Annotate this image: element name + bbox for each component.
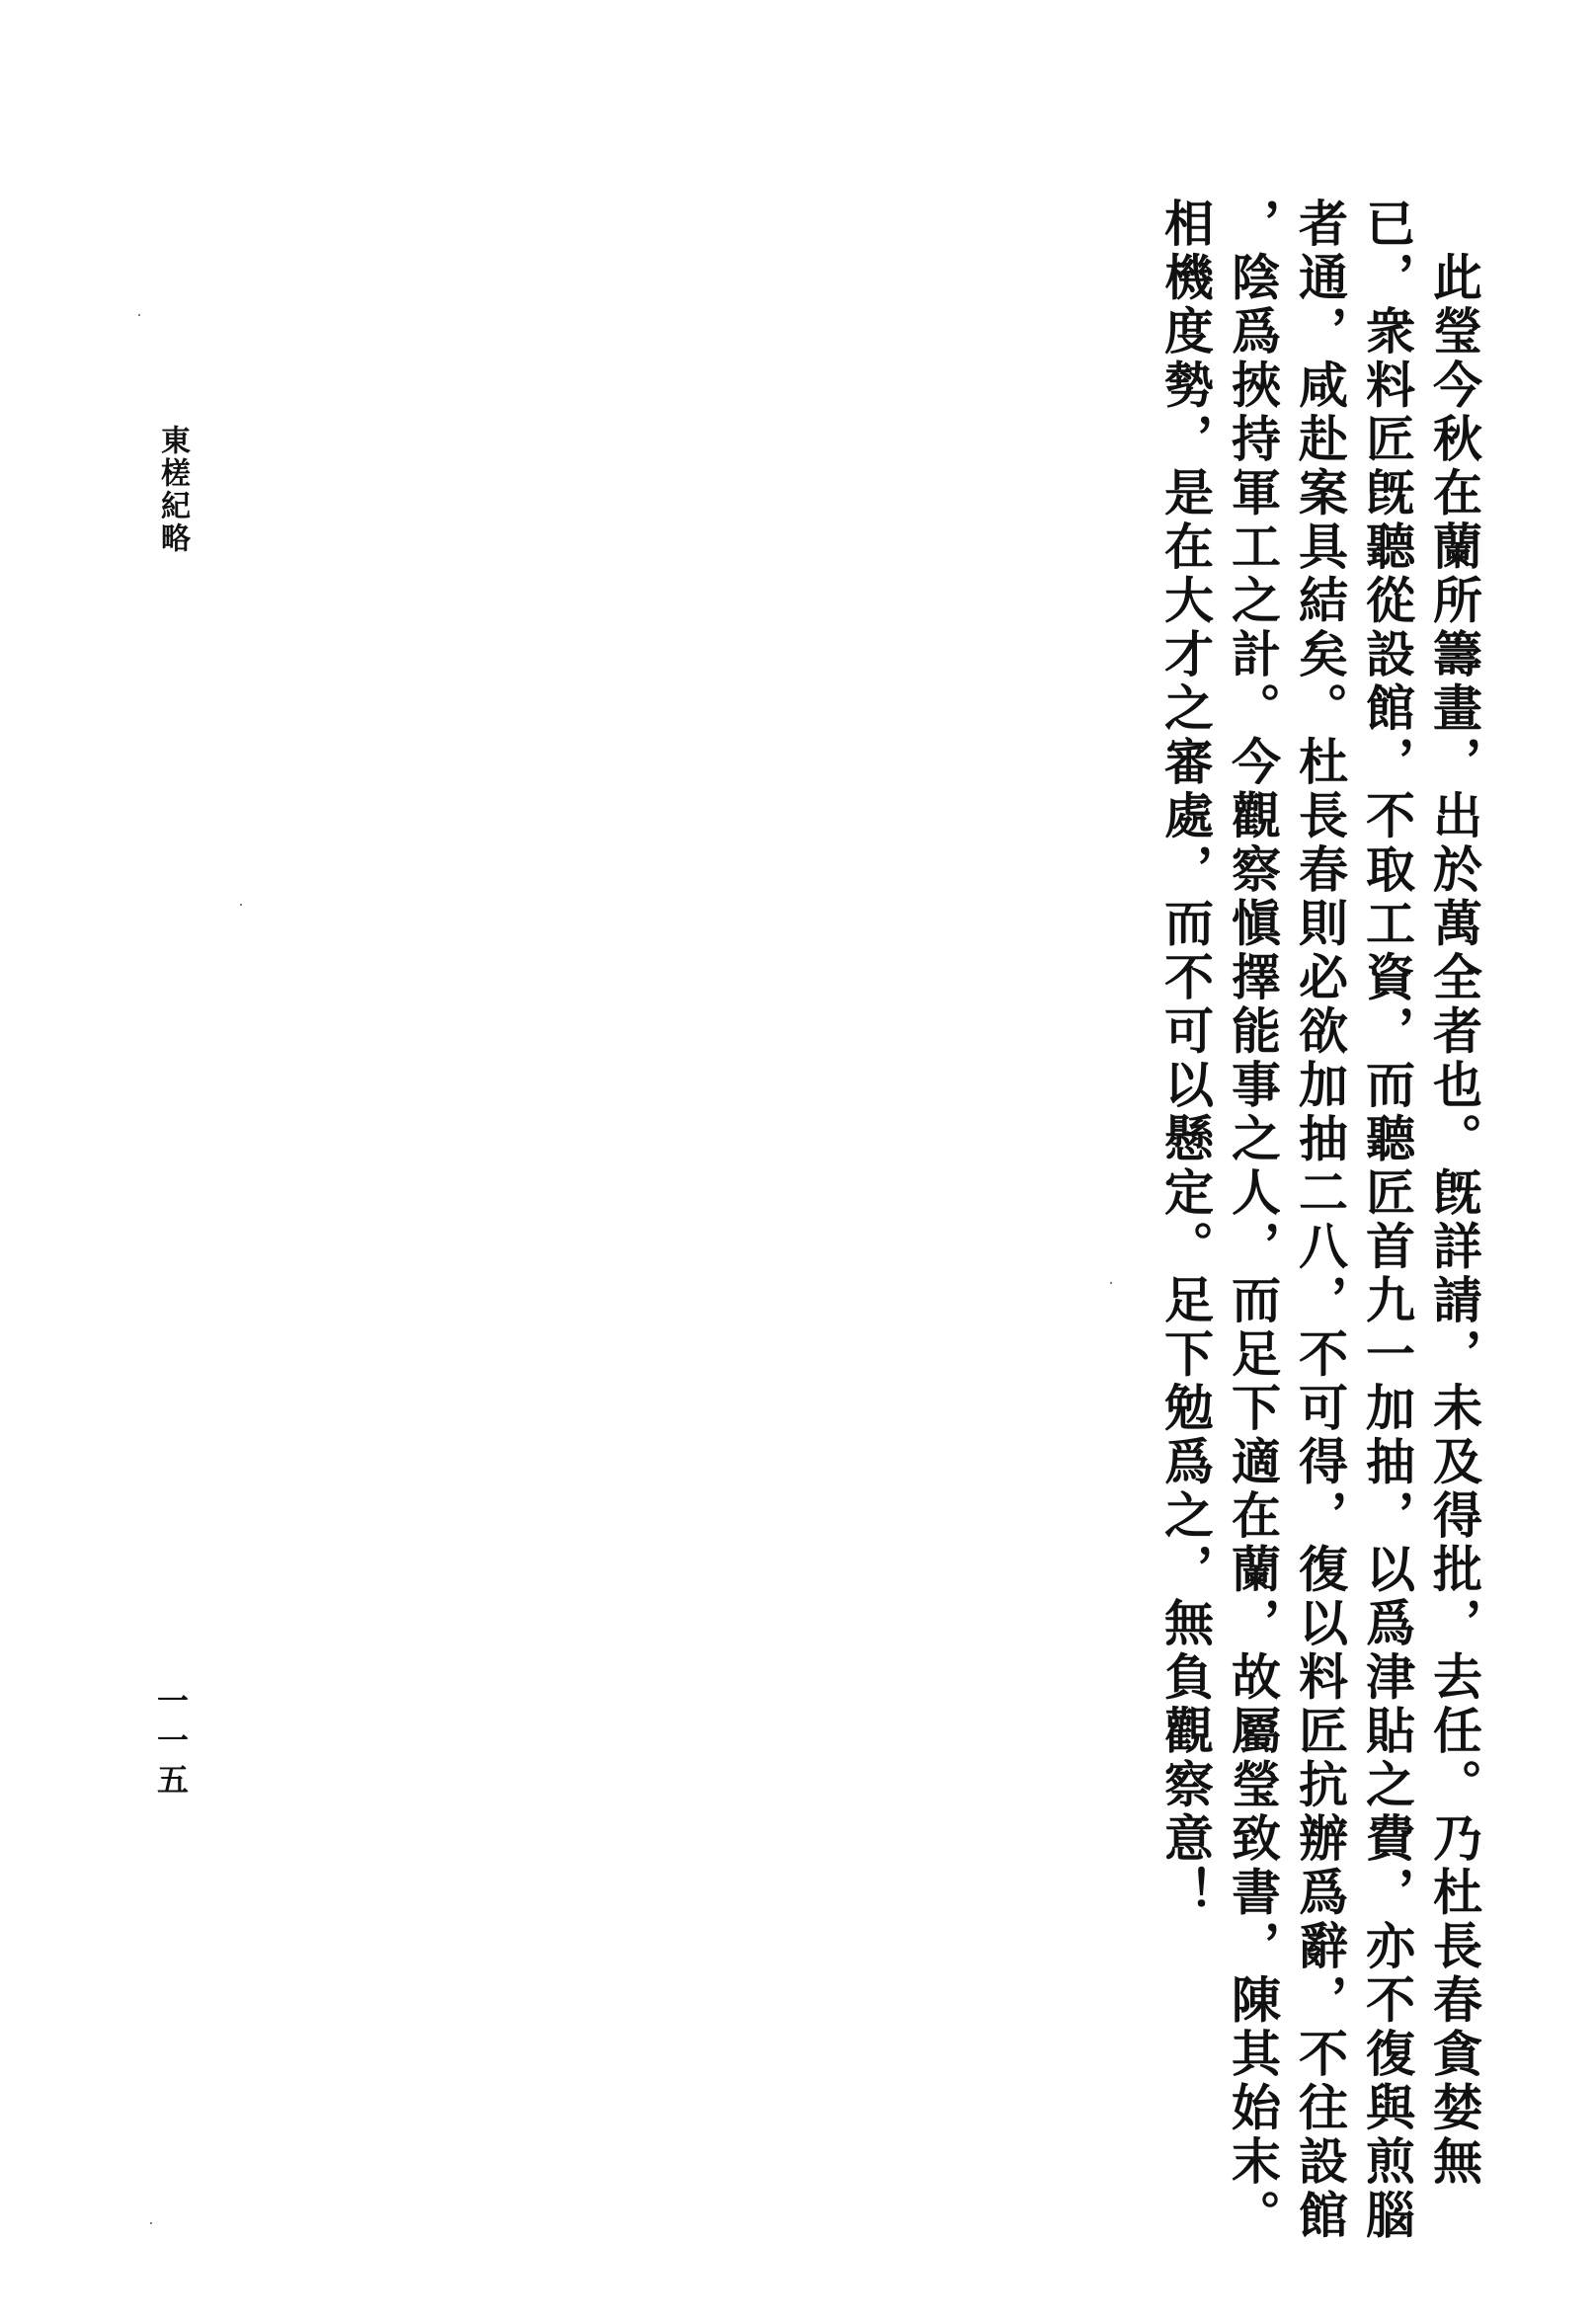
text-column: ，陰爲挾持軍工之計。今觀察愼擇能事之人，而足下適在蘭，故屬瑩致書，陳其始末。 <box>1224 198 1282 2243</box>
running-title: 東槎紀略 <box>155 425 190 555</box>
scan-speck <box>1110 1282 1112 1284</box>
page-number: 一一五 <box>152 1684 190 1802</box>
scan-speck <box>138 314 140 316</box>
text-column: 此瑩今秋在蘭所籌畫，出於萬全者也。旣詳請，未及得批，去任。乃杜長春貪婪無 <box>1425 198 1483 2190</box>
text-column: 者通，咸赴案具結矣。杜長春則必欲加抽二八，不可得，復以料匠抗辦爲辭，不往設館 <box>1291 198 1349 2243</box>
body-text <box>1152 198 1487 2243</box>
text-column: 相機度勢，是在大才之審處，而不可以懸定。足下勉爲之，無負觀察意！ <box>1157 198 1215 1920</box>
text-column: 已，衆料匠旣聽從設館，不取工資，而聽匠首九一加抽，以爲津貼之費，亦不復與煎腦 <box>1358 198 1416 2243</box>
scan-speck <box>150 2222 152 2224</box>
scan-speck <box>240 904 242 906</box>
